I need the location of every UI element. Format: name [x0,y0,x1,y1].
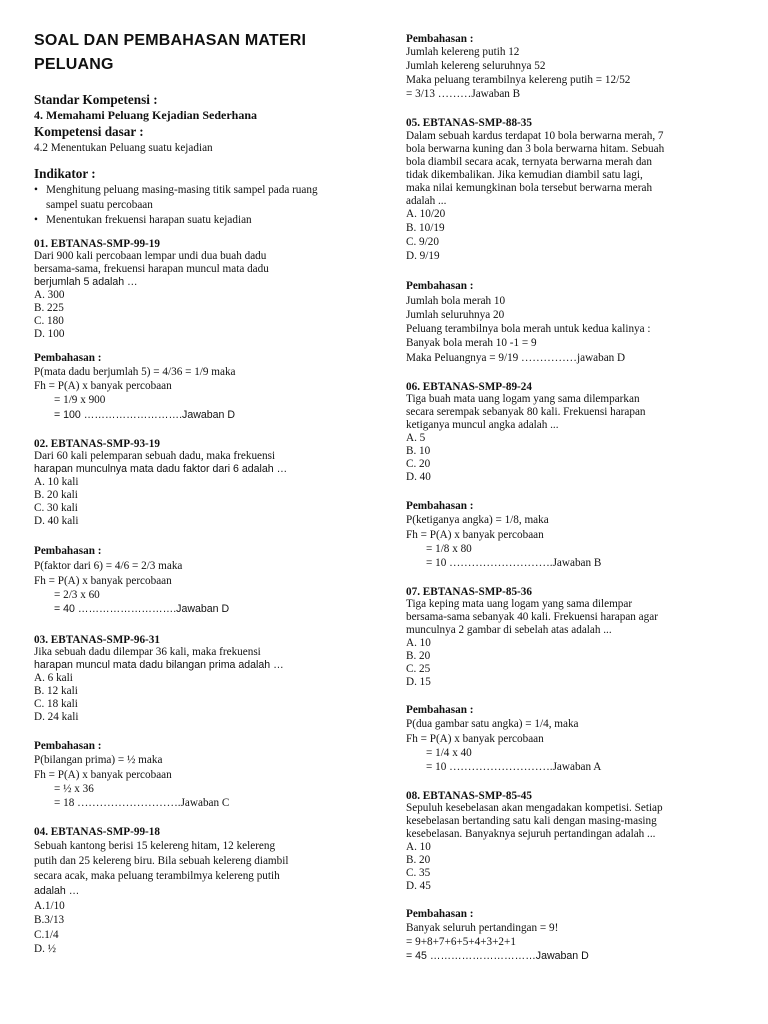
text-line: = 3/13 ………Jawaban B [406,88,521,100]
text-line: B.3/13 [34,914,65,926]
text-line: A. 5 [406,432,426,444]
text-line: D. 40 kali [34,515,79,527]
text-line: Jumlah bola merah 10 [406,295,506,307]
section-heading: Standar Kompetensi : [34,92,158,107]
text-line: B. 20 [406,650,431,662]
text-line: = 9+8+7+6+5+4+3+2+1 [406,936,516,948]
text-line: A. 6 kali [34,672,73,684]
question-heading: Pembahasan : [406,908,474,920]
text-line: adalah ... [406,195,447,207]
question-heading: Pembahasan : [406,704,474,716]
text-line: A. 10 [406,637,431,649]
text-line: Dari 900 kali percobaan lempar undi dua buah dadu [34,250,267,262]
text-line: Tiga buah mata uang logam yang sama dilemparkan [406,393,640,405]
question-heading: 01. EBTANAS-SMP-99-19 [34,238,160,250]
question-heading: Pembahasan : [406,33,474,45]
text-line: tidak dikembalikan. Jika kemudian diambil satu lagi, [406,169,643,181]
text-line: P(dua gambar satu angka) = 1/4, maka [406,718,579,730]
question-heading: 06. EBTANAS-SMP-89-24 [406,381,532,393]
text-line: C. 30 kali [34,502,78,514]
text-line: A. 10/20 [406,208,446,220]
text-line: Jika sebuah dadu dilempar 36 kali, maka frekuensi [34,646,261,658]
text-line: B. 12 kali [34,685,78,697]
indicator-bullet: • Menghitung peluang masing-masing titik sampel pada ruang [34,184,318,197]
question-heading: Pembahasan : [406,280,474,292]
text-line: putih dan 25 kelereng biru. Bila sebuah kelereng diambil [34,855,289,867]
text-line: maka nilai kemungkinan bola tersebut berwarna merah [406,182,653,194]
text-line: Dalam sebuah kardus terdapat 10 bola berwarna merah, 7 [406,130,664,142]
text-line: = 40 ……………………….Jawaban D [54,603,230,615]
text-line: Fh = P(A) x banyak percobaan [406,529,544,541]
section-heading: Kompetensi dasar : [34,124,144,139]
text-line: C. 35 [406,867,431,879]
text-line: kesebelasan. Banyaknya sejuruh pertandingan adalah ... [406,828,656,840]
text-line: D. 15 [406,676,431,688]
text-line: B. 20 [406,854,431,866]
text-line: = 1/4 x 40 [426,747,472,759]
text-line: B. 10 [406,445,431,457]
text-line: C.1/4 [34,929,59,941]
text-line: = 10 ……………………….Jawaban A [426,761,602,773]
text-line: munculnya 2 gambar di sebelah atas adalah ... [406,624,612,636]
text-line: Dari 60 kali pelemparan sebuah dadu, maka frekuensi [34,450,276,462]
text-line: = 2/3 x 60 [54,589,100,601]
text-line: Sepuluh kesebelasan akan mengadakan kompetisi. Setiap [406,802,663,814]
text-line: = 1/8 x 80 [426,543,472,555]
text-line: = 10 ……………………….Jawaban B [426,557,602,569]
text-line: bola berwarna kuning dan 3 bola berwarna hitam. Sebuah [406,143,665,155]
text-line: D. 40 [406,471,431,483]
text-line: bersama-sama sebanyak 40 kali. Frekuensi harapan agar [406,611,658,623]
text-line: = 45 …………………………Jawaban D [406,950,589,962]
text-line: Banyak bola merah 10 -1 = 9 [406,337,537,349]
text-line: Sebuah kantong berisi 15 kelereng hitam, 12 kelereng [34,840,276,852]
text-line: = ½ x 36 [54,783,94,795]
question-heading: Pembahasan : [34,545,102,557]
question-heading: 08. EBTANAS-SMP-85-45 [406,790,532,802]
question-heading: Pembahasan : [34,740,102,752]
text-line: harapan munculnya mata dadu faktor dari 6 adalah … [34,463,288,475]
text-line: A.1/10 [34,900,65,912]
text-line: B. 10/19 [406,222,445,234]
text-line: berjumlah 5 adalah … [34,276,138,288]
question-heading: Pembahasan : [406,500,474,512]
question-heading: 05. EBTANAS-SMP-88-35 [406,117,532,129]
text-line: = 18 ……………………….Jawaban C [54,797,230,809]
text-line: Jumlah seluruhnya 20 [406,309,505,321]
text-line: Banyak seluruh pertandingan = 9! [406,922,559,934]
text-line: 4.2 Menentukan Peluang suatu kejadian [34,142,213,154]
section-heading: 4. Memahami Peluang Kejadian Sederhana [34,108,258,122]
text-line: A. 10 kali [34,476,79,488]
text-line: P(bilangan prima) = ½ maka [34,754,163,766]
text-line: C. 9/20 [406,236,439,248]
text-line: D. 9/19 [406,250,440,262]
text-line: D. 100 [34,328,65,340]
text-line: bersama-sama, frekuensi harapan muncul mata dadu [34,263,269,275]
text-line: kesebelasan bertanding satu kali dengan masing-masing [406,815,657,827]
text-line: Fh = P(A) x banyak percobaan [34,575,172,587]
text-line: secara acak, maka peluang terambilmya kelereng putih [34,870,280,882]
text-line: sampel suatu percobaan [46,199,153,211]
text-line: C. 20 [406,458,431,470]
text-line: B. 20 kali [34,489,78,501]
text-line: = 100 ……………………….Jawaban D [54,409,236,421]
text-line: = 1/9 x 900 [54,394,106,406]
text-line: adalah … [34,885,80,897]
text-line: Fh = P(A) x banyak percobaan [406,733,544,745]
text-line: P(mata dadu berjumlah 5) = 4/36 = 1/9 maka [34,366,236,378]
text-line: Jumlah kelereng seluruhnya 52 [406,60,546,72]
text-line: C. 180 [34,315,64,327]
text-line: secara serempak sebanyak 80 kali. Frekuensi harapan [406,406,646,418]
text-line: Peluang terambilnya bola merah untuk kedua kalinya : [406,323,651,335]
text-line: Fh = P(A) x banyak percobaan [34,380,172,392]
question-heading: 07. EBTANAS-SMP-85-36 [406,586,532,598]
text-line: harapan muncul mata dadu bilangan prima adalah … [34,659,284,671]
question-heading: Pembahasan : [34,352,102,364]
question-heading: 04. EBTANAS-SMP-99-18 [34,826,160,838]
text-line: D. ½ [34,943,57,955]
text-line: Maka Peluangnya = 9/19 ……………jawaban D [406,352,626,364]
document-title: PELUANG [34,56,114,73]
document-title: SOAL DAN PEMBAHASAN MATERI [34,32,307,49]
text-line: A. 10 [406,841,431,853]
text-line: ketiganya muncul angka adalah ... [406,419,559,431]
text-line: P(faktor dari 6) = 4/6 = 2/3 maka [34,560,183,572]
text-line: B. 225 [34,302,64,314]
question-heading: 02. EBTANAS-SMP-93-19 [34,438,160,450]
text-line: C. 25 [406,663,431,675]
text-line: C. 18 kali [34,698,78,710]
section-heading: Indikator : [34,166,96,181]
text-line: Tiga keping mata uang logam yang sama dilempar [406,598,633,610]
text-line: D. 24 kali [34,711,79,723]
text-line: Fh = P(A) x banyak percobaan [34,769,172,781]
text-line: bola diambil secara acak, ternyata berwarna merah dan [406,156,652,168]
text-line: P(ketiganya angka) = 1/8, maka [406,514,549,526]
text-line: Maka peluang terambilnya kelereng putih = 12/52 [406,74,631,86]
text-line: Jumlah kelereng putih 12 [406,46,520,58]
question-heading: 03. EBTANAS-SMP-96-31 [34,634,160,646]
indicator-bullet: • Menentukan frekuensi harapan suatu kejadian [34,214,252,227]
text-line: A. 300 [34,289,65,301]
text-line: D. 45 [406,880,431,892]
